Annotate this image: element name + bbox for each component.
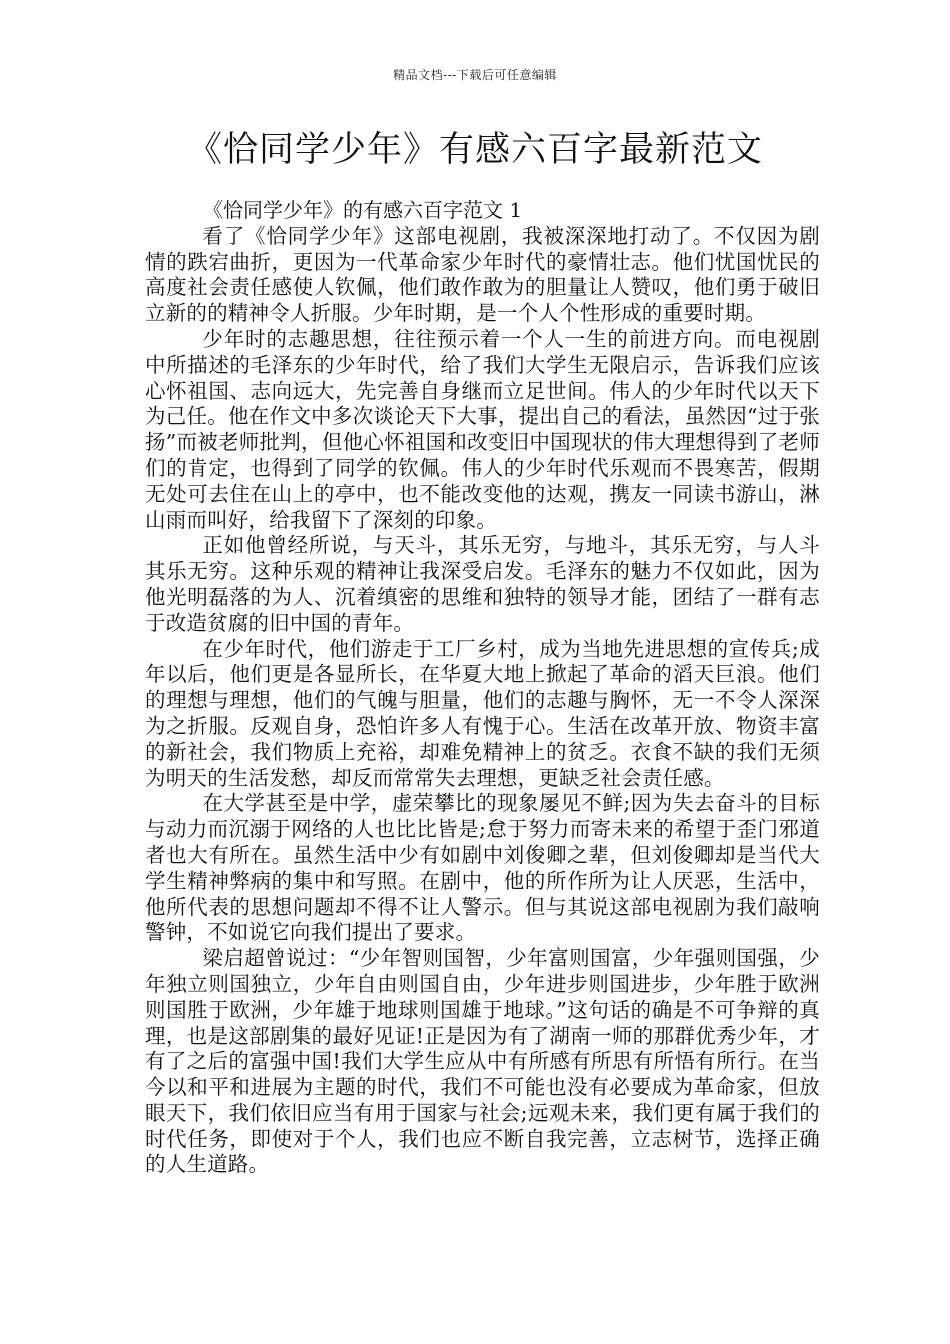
header-note: 精品文档---下载后可任意编辑: [393, 68, 557, 82]
document-title: 《恰同学少年》有感六百字最新范文: [186, 130, 763, 170]
paragraph-5: 在大学甚至是中学，虚荣攀比的现象屡见不鲜;因为失去奋斗的目标与动力而沉溺于网络的人也比比皆是;怠于努力而寄未来的希望于歪门邪道者也大有所在。虽然生活中少有如剧中刘俊卿之辈，但刘俊卿却是当代大学生精神弊病的集中和写照。在剧中，他的所作所为让人厌恶，生活中，他所代表的思想问题却不得不让人警示。但与其说这部电视剧为我们敲响警钟，不如说它向我们提出了要求。: [145, 791, 820, 945]
paragraph-4: 在少年时代，他们游走于工厂乡村，成为当地先进思想的宣传兵;成年以后，他们更是各显所长，在华夏大地上掀起了革命的滔天巨浪。他们的理想与理想，他们的气魄与胆量，他们的志趣与胸怀，无一不令人深深为之折服。反观自身，恐怕许多人有愧于心。生活在改革开放、物资丰富的新社会，我们物质上充裕，却难免精神上的贫乏。衣食不缺的我们无须为明天的生活发愁，却反而常常失去理想，更缺乏社会责任感。: [145, 636, 820, 790]
paragraph-6: 梁启超曾说过：“少年智则国智，少年富则国富，少年强则国强，少年独立则国独立，少年自由则国自由，少年进步则国进步，少年胜于欧洲则国胜于欧洲，少年雄于地球则国雄于地球。”这句话的确是不可争辩的真理，也是这部剧集的最好见证!正是因为有了湖南一师的那群优秀少年，才有了之后的富强中国!我们大学生应从中有所感有所思有所悟有所行。在当今以和平和进展为主题的时代，我们不可能也没有必要成为革命家，但放眼天下，我们依旧应当有用于国家与社会;远观未来，我们更有属于我们的时代任务，即使对于个人，我们也应不断自我完善，立志树节，选择正确的人生道路。: [145, 946, 820, 1177]
paragraph-3: 正如他曾经所说，与天斗，其乐无穷，与地斗，其乐无穷，与人斗其乐无穷。这种乐观的精神让我深受启发。毛泽东的魅力不仅如此，因为他光明磊落的为人、沉着缜密的思维和独特的领导才能，团结了一群有志于改造贫腐的旧中国的青年。: [145, 533, 820, 635]
document-body: [145, 198, 820, 1178]
section-subtitle: 《恰同学少年》的有感六百字范文 1: [203, 198, 523, 222]
paragraph-1: 看了《恰同学少年》这部电视剧，我被深深地打动了。不仅因为剧情的跌宕曲折，更因为一代革命家少年时代的豪情壮志。他们忧国忧民的高度社会责任感使人钦佩，他们敢作敢为的胆量让人赞叹，他们勇于破旧立新的的精神令人折服。少年时期，是一个人个性形成的重要时期。: [145, 223, 820, 326]
paragraph-2: 少年时的志趣思想，往往预示着一个人一生的前进方向。而电视剧中所描述的毛泽东的少年时代，给了我们大学生无限启示，告诉我们应该心怀祖国、志向远大，先完善自身继而立足世间。伟人的少年时代以天下为己任。他在作文中多次谈论天下大事，提出自己的看法，虽然因“过于张扬”而被老师批判，但他心怀祖国和改变旧中国现状的伟大理想得到了老师们的肯定，也得到了同学的钦佩。伟人的少年时代乐观而不畏寒苦，假期无处可去住在山上的亭中，也不能改变他的达观，携友一同读书游山，淋山雨而叫好，给我留下了深刻的印象。: [145, 326, 820, 532]
